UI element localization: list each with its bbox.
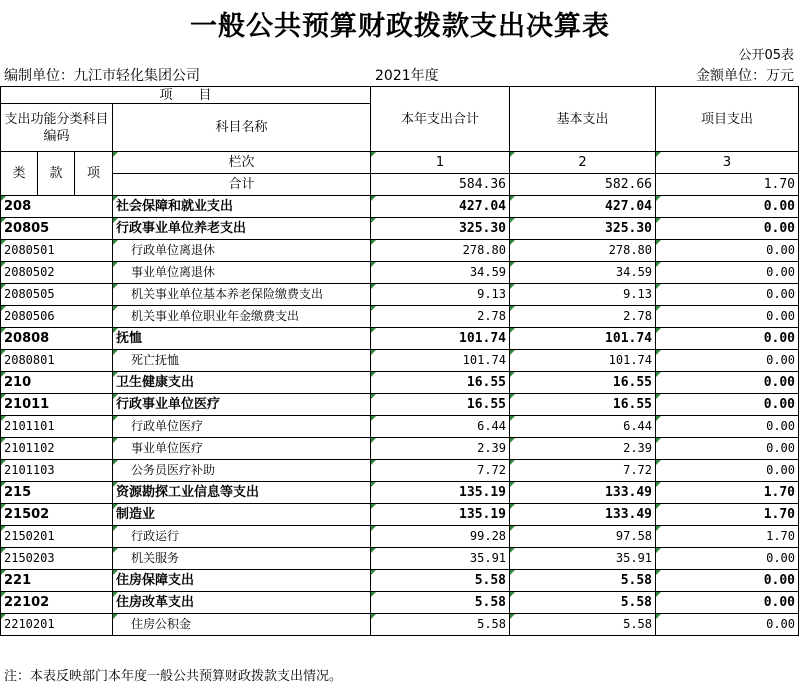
row-total: 5.58 xyxy=(371,570,510,592)
row-name: 机关事业单位职业年金缴费支出 xyxy=(113,306,371,328)
row-basic: 2.78 xyxy=(510,306,656,328)
row-project: 1.70 xyxy=(656,526,799,548)
row-code: 2101103 xyxy=(1,460,113,482)
table-row xyxy=(1,570,799,592)
row-total: 427.04 xyxy=(371,196,510,218)
row-project: 1.70 xyxy=(656,482,799,504)
row-basic: 34.59 xyxy=(510,262,656,284)
table-row xyxy=(1,438,799,460)
row-project: 1.70 xyxy=(656,504,799,526)
row-basic: 5.58 xyxy=(510,570,656,592)
row-project: 0.00 xyxy=(656,548,799,570)
row-code: 21502 xyxy=(1,504,113,526)
row-code: 2150201 xyxy=(1,526,113,548)
row-code: 20805 xyxy=(1,218,113,240)
row-basic: 101.74 xyxy=(510,328,656,350)
row-code: 2080505 xyxy=(1,284,113,306)
row-name: 行政运行 xyxy=(113,526,371,548)
row-project: 0.00 xyxy=(656,328,799,350)
row-code: 21011 xyxy=(1,394,113,416)
row-code: 2101102 xyxy=(1,438,113,460)
row-project: 0.00 xyxy=(656,438,799,460)
col-total-header: 本年支出合计 xyxy=(371,87,510,152)
row-total: 34.59 xyxy=(371,262,510,284)
xiang-header: 项 xyxy=(75,152,113,196)
table-row xyxy=(1,262,799,284)
table-row xyxy=(1,504,799,526)
row-project: 0.00 xyxy=(656,240,799,262)
row-total: 2.39 xyxy=(371,438,510,460)
row-basic: 427.04 xyxy=(510,196,656,218)
row-code: 215 xyxy=(1,482,113,504)
row-basic: 16.55 xyxy=(510,372,656,394)
row-code: 210 xyxy=(1,372,113,394)
row-project: 0.00 xyxy=(656,284,799,306)
row-code: 2210201 xyxy=(1,614,113,636)
row-basic: 278.80 xyxy=(510,240,656,262)
row-name: 死亡抚恤 xyxy=(113,350,371,372)
col-number-2: 2 xyxy=(510,152,656,174)
row-project: 0.00 xyxy=(656,416,799,438)
row-project: 0.00 xyxy=(656,394,799,416)
row-name: 卫生健康支出 xyxy=(113,372,371,394)
row-project: 0.00 xyxy=(656,218,799,240)
row-total: 2.78 xyxy=(371,306,510,328)
row-total: 135.19 xyxy=(371,504,510,526)
table-row xyxy=(1,460,799,482)
row-total: 99.28 xyxy=(371,526,510,548)
item-header: 项 目 xyxy=(1,87,371,104)
row-code: 2080506 xyxy=(1,306,113,328)
row-basic: 2.39 xyxy=(510,438,656,460)
table-row xyxy=(1,350,799,372)
row-basic: 325.30 xyxy=(510,218,656,240)
code-label-header: 支出功能分类科目编码 xyxy=(1,104,113,152)
row-name: 住房保障支出 xyxy=(113,570,371,592)
row-name: 住房改革支出 xyxy=(113,592,371,614)
col-project-header: 项目支出 xyxy=(656,87,799,152)
kuan-header: 款 xyxy=(38,152,75,196)
row-project: 0.00 xyxy=(656,372,799,394)
row-total: 135.19 xyxy=(371,482,510,504)
table-row xyxy=(1,548,799,570)
row-name: 行政事业单位养老支出 xyxy=(113,218,371,240)
lei-header: 类 xyxy=(1,152,38,196)
table-row xyxy=(1,526,799,548)
row-basic: 97.58 xyxy=(510,526,656,548)
table-row xyxy=(1,592,799,614)
table-row xyxy=(1,482,799,504)
report-title: 一般公共预算财政拨款支出决算表 xyxy=(190,11,610,42)
total-label: 合计 xyxy=(113,174,371,196)
row-code: 2150203 xyxy=(1,548,113,570)
table-note: 注：本表反映部门本年度一般公共预算财政拨款支出情况。 xyxy=(4,669,343,684)
row-basic: 5.58 xyxy=(510,592,656,614)
lanci-label: 栏次 xyxy=(113,152,371,174)
row-total: 6.44 xyxy=(371,416,510,438)
row-project: 0.00 xyxy=(656,570,799,592)
row-total: 35.91 xyxy=(371,548,510,570)
row-code: 2080801 xyxy=(1,350,113,372)
row-total: 7.72 xyxy=(371,460,510,482)
row-code: 2080501 xyxy=(1,240,113,262)
row-code: 20808 xyxy=(1,328,113,350)
row-total: 325.30 xyxy=(371,218,510,240)
row-name: 公务员医疗补助 xyxy=(113,460,371,482)
table-row xyxy=(1,218,799,240)
row-code: 22102 xyxy=(1,592,113,614)
row-project: 0.00 xyxy=(656,262,799,284)
table-row xyxy=(1,372,799,394)
row-basic: 101.74 xyxy=(510,350,656,372)
row-total: 101.74 xyxy=(371,350,510,372)
row-basic: 133.49 xyxy=(510,482,656,504)
row-project: 0.00 xyxy=(656,350,799,372)
row-name: 抚恤 xyxy=(113,328,371,350)
row-code: 221 xyxy=(1,570,113,592)
row-total: 16.55 xyxy=(371,394,510,416)
row-code: 2080502 xyxy=(1,262,113,284)
row-basic: 133.49 xyxy=(510,504,656,526)
row-basic: 9.13 xyxy=(510,284,656,306)
row-code: 208 xyxy=(1,196,113,218)
table-row xyxy=(1,614,799,636)
col-number-3: 3 xyxy=(656,152,799,174)
row-name: 行政单位医疗 xyxy=(113,416,371,438)
table-row xyxy=(1,284,799,306)
table-row xyxy=(1,306,799,328)
form-number: 公开05表 xyxy=(738,48,794,63)
row-name: 制造业 xyxy=(113,504,371,526)
fiscal-year: 2021年度 xyxy=(375,68,439,84)
row-name: 机关服务 xyxy=(113,548,371,570)
table-row xyxy=(1,416,799,438)
row-name: 住房公积金 xyxy=(113,614,371,636)
total-project: 1.70 xyxy=(656,174,799,196)
name-label-header: 科目名称 xyxy=(113,104,371,152)
expenditure-table xyxy=(0,86,799,636)
row-total: 101.74 xyxy=(371,328,510,350)
row-name: 事业单位医疗 xyxy=(113,438,371,460)
row-project: 0.00 xyxy=(656,614,799,636)
row-basic: 35.91 xyxy=(510,548,656,570)
table-row xyxy=(1,240,799,262)
table-row xyxy=(1,328,799,350)
row-name: 行政单位离退休 xyxy=(113,240,371,262)
money-unit: 金额单位：万元 xyxy=(696,68,794,84)
row-project: 0.00 xyxy=(656,460,799,482)
row-basic: 16.55 xyxy=(510,394,656,416)
row-total: 16.55 xyxy=(371,372,510,394)
row-code: 2101101 xyxy=(1,416,113,438)
row-basic: 7.72 xyxy=(510,460,656,482)
total-sum: 584.36 xyxy=(371,174,510,196)
table-row xyxy=(1,196,799,218)
row-total: 5.58 xyxy=(371,592,510,614)
row-total: 9.13 xyxy=(371,284,510,306)
row-project: 0.00 xyxy=(656,306,799,328)
row-name: 事业单位离退休 xyxy=(113,262,371,284)
row-name: 机关事业单位基本养老保险缴费支出 xyxy=(113,284,371,306)
col-number-1: 1 xyxy=(371,152,510,174)
row-project: 0.00 xyxy=(656,592,799,614)
row-project: 0.00 xyxy=(656,196,799,218)
row-total: 5.58 xyxy=(371,614,510,636)
compiling-unit: 编制单位：九江市轻化集团公司 xyxy=(4,68,200,84)
table-row xyxy=(1,394,799,416)
row-name: 社会保障和就业支出 xyxy=(113,196,371,218)
col-basic-header: 基本支出 xyxy=(510,87,656,152)
row-total: 278.80 xyxy=(371,240,510,262)
row-basic: 6.44 xyxy=(510,416,656,438)
row-name: 资源勘探工业信息等支出 xyxy=(113,482,371,504)
total-basic: 582.66 xyxy=(510,174,656,196)
row-basic: 5.58 xyxy=(510,614,656,636)
row-name: 行政事业单位医疗 xyxy=(113,394,371,416)
